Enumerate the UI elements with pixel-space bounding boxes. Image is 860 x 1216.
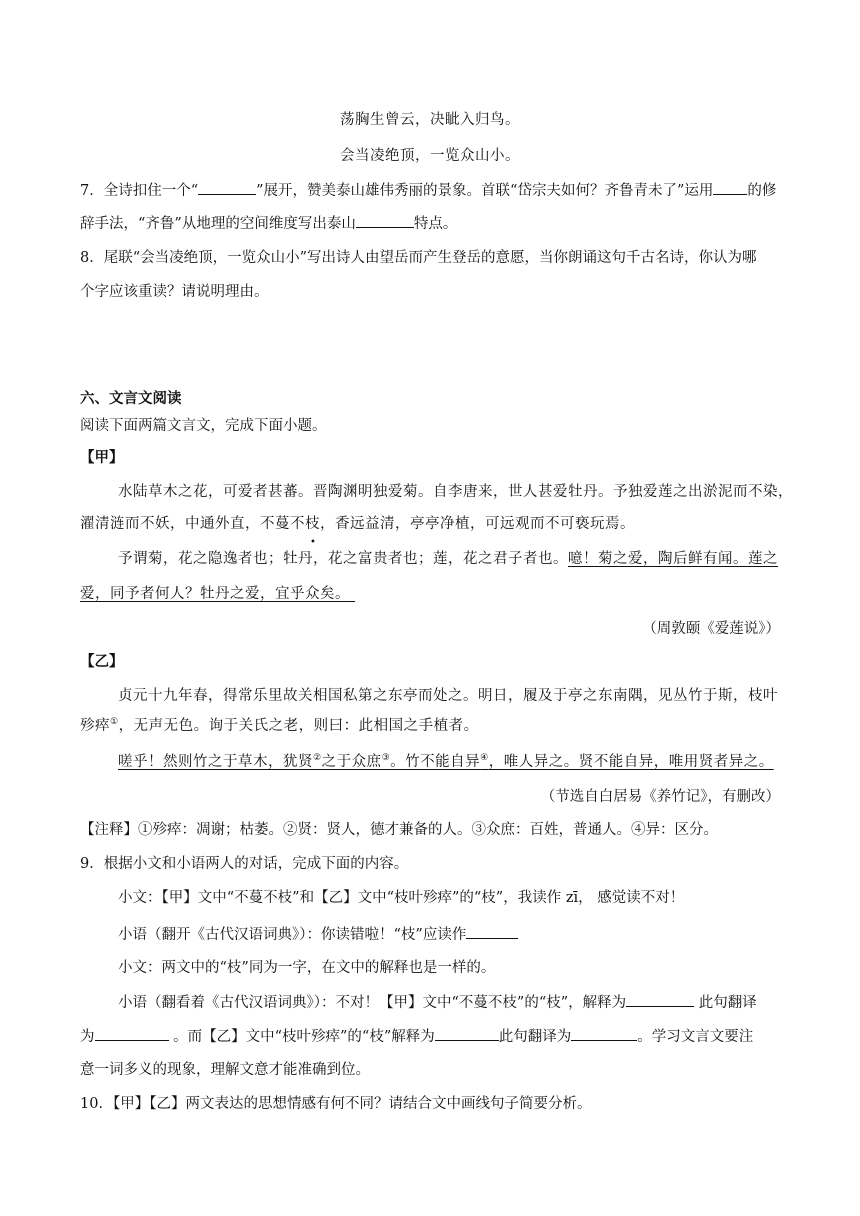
section-intro: 阅读下面两篇文言文，完成下面小题。 bbox=[80, 418, 327, 434]
dialogue-line-2: 小语（翻开《古代汉语词典》）：你读错啦！“枝”应读作 bbox=[118, 924, 518, 945]
passage-yi-source: （节选自白居易《养竹记》，有删改） bbox=[540, 789, 780, 805]
underlined-sentence: 噫！菊之爱，陶后鲜有闻。莲之 bbox=[568, 551, 778, 567]
dialogue-line-4: 小语（翻看着《古代汉语词典》）：不对！【甲】文中“不蔓不枝”的“枝”，解释为 此句翻译 bbox=[118, 992, 757, 1013]
footnote-marker: ④ bbox=[480, 753, 489, 764]
dialogue-line-5: 为 。而【乙】文中“枝叶殄瘁”的“枝”解释为 此句翻译为 。学习文言文要注 bbox=[80, 1026, 753, 1047]
emphasis-dot: • bbox=[310, 537, 317, 548]
answer-blank bbox=[356, 213, 414, 228]
answer-blank bbox=[198, 180, 256, 195]
passage-jia-label: 【甲】 bbox=[80, 449, 124, 466]
poem-line-4: 会当凌绝顶，一览众山小。 bbox=[340, 148, 520, 164]
question-9-title: 9．根据小文和小语两人的对话，完成下面的内容。 bbox=[80, 856, 409, 872]
answer-blank bbox=[713, 180, 747, 195]
answer-blank bbox=[466, 924, 518, 939]
underlined-sentence: 爱，同予者何人？牡丹之爱，宜乎众矣。 bbox=[80, 586, 350, 602]
passage-jia-line-1: 水陆草木之花，可爱者甚蕃。晋陶渊明独爱菊。自李唐来，世人甚爱牡丹。予独爱莲之出淤泥而不染， bbox=[118, 484, 793, 500]
dialogue-line-6: 意一词多义的现象，理解文意才能准确到位。 bbox=[80, 1062, 370, 1078]
answer-blank bbox=[435, 1026, 499, 1041]
passage-yi-line-1: 贞元十九年春，得常乐里故关相国私第之东亭而处之。明日，履及于亭之东南隅，见丛竹于斯，枝叶 bbox=[118, 688, 778, 704]
passage-yi-line-2: 殄瘁①，无声无色。询于关氏之老，则曰：此相国之手植者。 bbox=[80, 717, 479, 734]
passage-jia-line-4 bbox=[80, 584, 364, 604]
footnote-marker: ② bbox=[313, 753, 322, 764]
passage-jia-source: （周敦颐《爱莲说》） bbox=[642, 621, 780, 637]
question-8-line-1: 8．尾联“会当凌绝顶，一览众山小”写出诗人由望岳而产生登岳的意愿，当你朗诵这句千古名诗，你认为哪 bbox=[80, 250, 757, 266]
section-title: 六、文言文阅读 bbox=[80, 390, 182, 407]
passage-jia-line-3: 予谓菊，花之隐逸者也；牡丹，花之富贵者也；莲，花之君子者也。噫！菊之爱，陶后鲜有闻。莲之 bbox=[118, 551, 778, 567]
dialogue-line-1: 小文：【甲】文中“不蔓不枝”和【乙】文中“枝叶殄瘁”的“枝”，我读作 zī， 感觉读不对！ bbox=[118, 890, 685, 906]
footnote-marker: ③ bbox=[381, 753, 391, 764]
answer-blank bbox=[95, 1026, 169, 1041]
poem-line-3: 荡胸生曾云，决眦入归鸟。 bbox=[340, 112, 520, 128]
answer-blank bbox=[571, 1026, 637, 1041]
passage-yi-label: 【乙】 bbox=[80, 653, 124, 670]
dialogue-line-3: 小文：两文中的“枝”同为一字，在文中的解释也是一样的。 bbox=[118, 960, 496, 976]
question-10: 10．【甲】【乙】两文表达的思想情感有何不同？请结合文中画线句子简要分析。 bbox=[80, 1096, 592, 1112]
passage-yi-line-3 bbox=[118, 752, 774, 772]
dotted-character: 枝 • bbox=[305, 516, 320, 532]
underlined-sentence: 嗟乎！然则竹之于草木，犹贤②之于众庶③。竹不能自异④，唯人异之。贤不能自异，唯用贤者异之。 bbox=[118, 753, 774, 770]
question-7-line-1: 7．全诗扣住一个“ ”展开，赞美泰山雄伟秀丽的景象。首联“岱宗夫如何？齐鲁青未了”运用 的修 bbox=[80, 180, 776, 201]
footnote-marker: ① bbox=[110, 717, 119, 728]
annotation-notes: 【注释】①殄瘁：凋谢；枯萎。②贤：贤人，德才兼备的人。③众庶：百姓，普通人。④异：区分。 bbox=[80, 822, 718, 838]
question-7-line-2: 辞手法，“齐鲁”从地理的空间维度写出泰山 特点。 bbox=[80, 213, 457, 234]
passage-jia-line-2: 濯清涟而不妖，中通外直，不蔓不枝 • ，香远益清，亭亭净植，可远观而不可亵玩焉。 bbox=[80, 514, 635, 534]
answer-blank bbox=[626, 992, 694, 1007]
question-8-line-2: 个字应该重读？请说明理由。 bbox=[80, 284, 269, 300]
